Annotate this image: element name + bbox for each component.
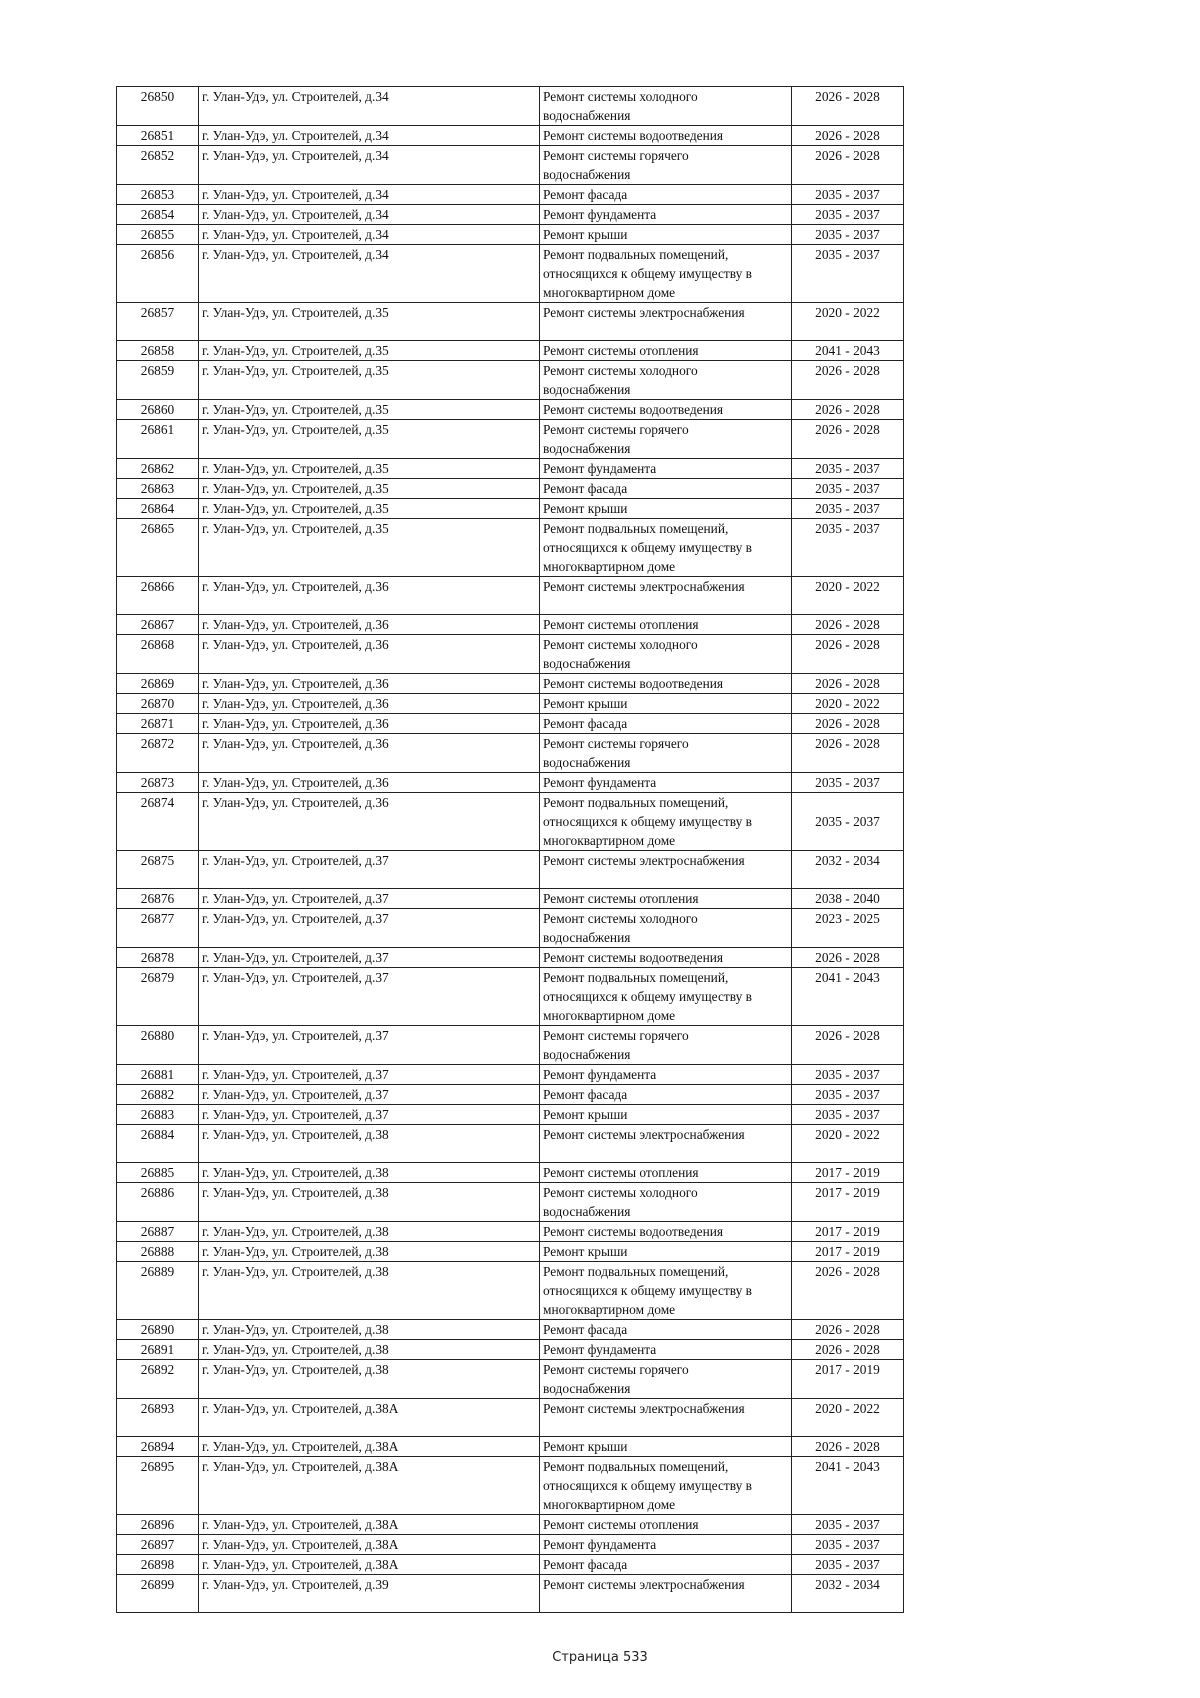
table-row <box>117 1399 904 1437</box>
row-address: г. Улан-Удэ, ул. Строителей, д.38А <box>199 1437 540 1457</box>
table-row <box>117 1065 904 1085</box>
row-work-type: Ремонт системы горячего водоснабжения <box>540 1026 792 1065</box>
row-address: г. Улан-Удэ, ул. Строителей, д.35 <box>199 361 540 400</box>
row-work-type: Ремонт фасада <box>540 1320 792 1340</box>
row-period: 2017 - 2019 <box>792 1222 904 1242</box>
table-row <box>117 909 904 948</box>
row-work-type: Ремонт подвальных помещений, относящихся к общему имуществу в многоквартирном доме <box>540 968 792 1026</box>
row-period: 2020 - 2022 <box>792 303 904 341</box>
row-period: 2035 - 2037 <box>792 1535 904 1555</box>
row-number: 26875 <box>117 851 199 889</box>
row-address: г. Улан-Удэ, ул. Строителей, д.37 <box>199 1026 540 1065</box>
row-work-type: Ремонт фундамента <box>540 1065 792 1085</box>
row-address: г. Улан-Удэ, ул. Строителей, д.35 <box>199 499 540 519</box>
table-row <box>117 1437 904 1457</box>
row-work-type: Ремонт системы горячего водоснабжения <box>540 1360 792 1399</box>
row-address: г. Улан-Удэ, ул. Строителей, д.39 <box>199 1575 540 1613</box>
row-work-type: Ремонт фундамента <box>540 459 792 479</box>
row-address: г. Улан-Удэ, ул. Строителей, д.38А <box>199 1457 540 1515</box>
table-row <box>117 205 904 225</box>
table-row <box>117 519 904 577</box>
row-work-type: Ремонт системы водоотведения <box>540 948 792 968</box>
row-period: 2035 - 2037 <box>792 499 904 519</box>
table-row <box>117 185 904 205</box>
row-address: г. Улан-Удэ, ул. Строителей, д.37 <box>199 1065 540 1085</box>
table-row <box>117 948 904 968</box>
row-number: 26897 <box>117 1535 199 1555</box>
table-row <box>117 1535 904 1555</box>
row-period: 2023 - 2025 <box>792 909 904 948</box>
row-number: 26891 <box>117 1340 199 1360</box>
row-work-type: Ремонт системы электроснабжения <box>540 1399 792 1437</box>
row-number: 26888 <box>117 1242 199 1262</box>
row-number: 26890 <box>117 1320 199 1340</box>
table-row <box>117 1125 904 1163</box>
row-work-type: Ремонт фасада <box>540 1085 792 1105</box>
row-number: 26898 <box>117 1555 199 1575</box>
table-row <box>117 1163 904 1183</box>
table-row <box>117 1360 904 1399</box>
row-period: 2026 - 2028 <box>792 1320 904 1340</box>
row-work-type: Ремонт системы холодного водоснабжения <box>540 361 792 400</box>
row-number: 26853 <box>117 185 199 205</box>
row-work-type: Ремонт системы электроснабжения <box>540 851 792 889</box>
row-address: г. Улан-Удэ, ул. Строителей, д.38 <box>199 1125 540 1163</box>
row-address: г. Улан-Удэ, ул. Строителей, д.34 <box>199 146 540 185</box>
table-row <box>117 1457 904 1515</box>
row-number: 26886 <box>117 1183 199 1222</box>
row-number: 26884 <box>117 1125 199 1163</box>
row-period: 2035 - 2037 <box>792 793 904 851</box>
row-number: 26859 <box>117 361 199 400</box>
row-period: 2017 - 2019 <box>792 1183 904 1222</box>
row-period: 2035 - 2037 <box>792 185 904 205</box>
row-period: 2020 - 2022 <box>792 1399 904 1437</box>
row-address: г. Улан-Удэ, ул. Строителей, д.35 <box>199 519 540 577</box>
table-row <box>117 479 904 499</box>
row-address: г. Улан-Удэ, ул. Строителей, д.38А <box>199 1535 540 1555</box>
row-number: 26883 <box>117 1105 199 1125</box>
row-address: г. Улан-Удэ, ул. Строителей, д.35 <box>199 420 540 459</box>
row-address: г. Улан-Удэ, ул. Строителей, д.37 <box>199 1085 540 1105</box>
table-row <box>117 577 904 615</box>
row-number: 26885 <box>117 1163 199 1183</box>
row-work-type: Ремонт системы электроснабжения <box>540 1125 792 1163</box>
table-row <box>117 1242 904 1262</box>
row-period: 2035 - 2037 <box>792 479 904 499</box>
row-address: г. Улан-Удэ, ул. Строителей, д.37 <box>199 909 540 948</box>
table-row <box>117 420 904 459</box>
row-period: 2026 - 2028 <box>792 948 904 968</box>
row-address: г. Улан-Удэ, ул. Строителей, д.38А <box>199 1515 540 1535</box>
row-work-type: Ремонт системы водоотведения <box>540 126 792 146</box>
row-period: 2026 - 2028 <box>792 674 904 694</box>
row-period: 2038 - 2040 <box>792 889 904 909</box>
row-work-type: Ремонт крыши <box>540 1242 792 1262</box>
table-row <box>117 1320 904 1340</box>
row-work-type: Ремонт системы отопления <box>540 341 792 361</box>
row-work-type: Ремонт фасада <box>540 185 792 205</box>
row-period: 2017 - 2019 <box>792 1360 904 1399</box>
table-row <box>117 1515 904 1535</box>
row-period: 2026 - 2028 <box>792 615 904 635</box>
row-work-type: Ремонт системы электроснабжения <box>540 577 792 615</box>
row-work-type: Ремонт системы отопления <box>540 889 792 909</box>
row-address: г. Улан-Удэ, ул. Строителей, д.35 <box>199 459 540 479</box>
row-number: 26896 <box>117 1515 199 1535</box>
row-address: г. Улан-Удэ, ул. Строителей, д.38А <box>199 1555 540 1575</box>
repair-schedule-table <box>116 86 904 1613</box>
row-address: г. Улан-Удэ, ул. Строителей, д.37 <box>199 889 540 909</box>
table-row <box>117 734 904 773</box>
row-address: г. Улан-Удэ, ул. Строителей, д.37 <box>199 968 540 1026</box>
table-row <box>117 361 904 400</box>
row-work-type: Ремонт системы холодного водоснабжения <box>540 635 792 674</box>
table-row <box>117 1026 904 1065</box>
row-address: г. Улан-Удэ, ул. Строителей, д.35 <box>199 400 540 420</box>
row-work-type: Ремонт фасада <box>540 714 792 734</box>
table-row <box>117 126 904 146</box>
row-number: 26889 <box>117 1262 199 1320</box>
row-address: г. Улан-Удэ, ул. Строителей, д.38 <box>199 1262 540 1320</box>
row-period: 2026 - 2028 <box>792 1340 904 1360</box>
row-number: 26877 <box>117 909 199 948</box>
row-period: 2026 - 2028 <box>792 400 904 420</box>
row-address: г. Улан-Удэ, ул. Строителей, д.38 <box>199 1222 540 1242</box>
table-row <box>117 793 904 851</box>
row-address: г. Улан-Удэ, ул. Строителей, д.37 <box>199 851 540 889</box>
row-work-type: Ремонт подвальных помещений, относящихся к общему имуществу в многоквартирном доме <box>540 793 792 851</box>
table-row <box>117 1555 904 1575</box>
row-period: 2026 - 2028 <box>792 1437 904 1457</box>
row-number: 26864 <box>117 499 199 519</box>
row-number: 26856 <box>117 245 199 303</box>
table-row <box>117 674 904 694</box>
row-address: г. Улан-Удэ, ул. Строителей, д.38 <box>199 1183 540 1222</box>
row-number: 26899 <box>117 1575 199 1613</box>
row-period: 2020 - 2022 <box>792 694 904 714</box>
row-number: 26860 <box>117 400 199 420</box>
row-number: 26894 <box>117 1437 199 1457</box>
row-period: 2026 - 2028 <box>792 734 904 773</box>
row-work-type: Ремонт системы отопления <box>540 615 792 635</box>
row-work-type: Ремонт системы горячего водоснабжения <box>540 146 792 185</box>
row-period: 2026 - 2028 <box>792 87 904 126</box>
row-address: г. Улан-Удэ, ул. Строителей, д.38 <box>199 1320 540 1340</box>
row-number: 26878 <box>117 948 199 968</box>
row-address: г. Улан-Удэ, ул. Строителей, д.36 <box>199 674 540 694</box>
row-number: 26865 <box>117 519 199 577</box>
row-number: 26863 <box>117 479 199 499</box>
row-period: 2035 - 2037 <box>792 459 904 479</box>
row-number: 26895 <box>117 1457 199 1515</box>
row-number: 26852 <box>117 146 199 185</box>
row-address: г. Улан-Удэ, ул. Строителей, д.34 <box>199 126 540 146</box>
row-address: г. Улан-Удэ, ул. Строителей, д.35 <box>199 303 540 341</box>
row-address: г. Улан-Удэ, ул. Строителей, д.38 <box>199 1242 540 1262</box>
table-row <box>117 303 904 341</box>
row-period: 2035 - 2037 <box>792 1555 904 1575</box>
row-work-type: Ремонт системы отопления <box>540 1163 792 1183</box>
row-work-type: Ремонт фундамента <box>540 1535 792 1555</box>
row-work-type: Ремонт системы горячего водоснабжения <box>540 420 792 459</box>
row-work-type: Ремонт системы холодного водоснабжения <box>540 909 792 948</box>
table-row <box>117 615 904 635</box>
row-number: 26858 <box>117 341 199 361</box>
row-address: г. Улан-Удэ, ул. Строителей, д.36 <box>199 793 540 851</box>
row-work-type: Ремонт крыши <box>540 694 792 714</box>
row-address: г. Улан-Удэ, ул. Строителей, д.38 <box>199 1163 540 1183</box>
row-address: г. Улан-Удэ, ул. Строителей, д.34 <box>199 225 540 245</box>
row-period: 2017 - 2019 <box>792 1242 904 1262</box>
row-number: 26893 <box>117 1399 199 1437</box>
table-row <box>117 146 904 185</box>
row-work-type: Ремонт системы водоотведения <box>540 674 792 694</box>
row-number: 26851 <box>117 126 199 146</box>
row-number: 26850 <box>117 87 199 126</box>
row-number: 26881 <box>117 1065 199 1085</box>
row-number: 26882 <box>117 1085 199 1105</box>
row-work-type: Ремонт фасада <box>540 1555 792 1575</box>
row-address: г. Улан-Удэ, ул. Строителей, д.34 <box>199 205 540 225</box>
row-work-type: Ремонт системы электроснабжения <box>540 1575 792 1613</box>
row-work-type: Ремонт системы отопления <box>540 1515 792 1535</box>
row-period: 2020 - 2022 <box>792 1125 904 1163</box>
row-period: 2041 - 2043 <box>792 968 904 1026</box>
row-address: г. Улан-Удэ, ул. Строителей, д.34 <box>199 185 540 205</box>
table-row <box>117 87 904 126</box>
row-period: 2035 - 2037 <box>792 1085 904 1105</box>
row-period: 2035 - 2037 <box>792 245 904 303</box>
table-row <box>117 400 904 420</box>
table-body <box>117 87 904 1613</box>
row-period: 2017 - 2019 <box>792 1163 904 1183</box>
row-work-type: Ремонт подвальных помещений, относящихся к общему имуществу в многоквартирном доме <box>540 519 792 577</box>
row-period: 2041 - 2043 <box>792 341 904 361</box>
row-address: г. Улан-Удэ, ул. Строителей, д.36 <box>199 615 540 635</box>
row-address: г. Улан-Удэ, ул. Строителей, д.37 <box>199 1105 540 1125</box>
row-number: 26880 <box>117 1026 199 1065</box>
row-address: г. Улан-Удэ, ул. Строителей, д.36 <box>199 734 540 773</box>
table-row <box>117 1105 904 1125</box>
row-period: 2026 - 2028 <box>792 146 904 185</box>
row-work-type: Ремонт системы горячего водоснабжения <box>540 734 792 773</box>
row-period: 2035 - 2037 <box>792 205 904 225</box>
table-row <box>117 773 904 793</box>
row-period: 2026 - 2028 <box>792 361 904 400</box>
table-row <box>117 1575 904 1613</box>
row-work-type: Ремонт крыши <box>540 1105 792 1125</box>
row-work-type: Ремонт системы холодного водоснабжения <box>540 87 792 126</box>
row-work-type: Ремонт системы холодного водоснабжения <box>540 1183 792 1222</box>
row-number: 26855 <box>117 225 199 245</box>
row-work-type: Ремонт крыши <box>540 225 792 245</box>
row-work-type: Ремонт подвальных помещений, относящихся к общему имуществу в многоквартирном доме <box>540 1262 792 1320</box>
row-number: 26857 <box>117 303 199 341</box>
table-row <box>117 889 904 909</box>
row-address: г. Улан-Удэ, ул. Строителей, д.35 <box>199 479 540 499</box>
row-number: 26876 <box>117 889 199 909</box>
page-number: Страница 533 <box>552 1650 648 1665</box>
table-row <box>117 499 904 519</box>
row-period: 2032 - 2034 <box>792 851 904 889</box>
row-period: 2026 - 2028 <box>792 420 904 459</box>
row-number: 26868 <box>117 635 199 674</box>
table-row <box>117 459 904 479</box>
row-period: 2041 - 2043 <box>792 1457 904 1515</box>
row-work-type: Ремонт фундамента <box>540 205 792 225</box>
row-work-type: Ремонт фундамента <box>540 773 792 793</box>
row-work-type: Ремонт подвальных помещений, относящихся к общему имуществу в многоквартирном доме <box>540 245 792 303</box>
row-address: г. Улан-Удэ, ул. Строителей, д.36 <box>199 714 540 734</box>
table-row <box>117 635 904 674</box>
table-row <box>117 694 904 714</box>
row-number: 26854 <box>117 205 199 225</box>
row-number: 26867 <box>117 615 199 635</box>
row-period: 2035 - 2037 <box>792 1105 904 1125</box>
row-number: 26873 <box>117 773 199 793</box>
row-period: 2026 - 2028 <box>792 1026 904 1065</box>
row-work-type: Ремонт крыши <box>540 499 792 519</box>
row-number: 26879 <box>117 968 199 1026</box>
row-period: 2035 - 2037 <box>792 773 904 793</box>
table-row <box>117 1183 904 1222</box>
row-number: 26874 <box>117 793 199 851</box>
table-row <box>117 1085 904 1105</box>
row-period: 2026 - 2028 <box>792 714 904 734</box>
row-address: г. Улан-Удэ, ул. Строителей, д.36 <box>199 577 540 615</box>
row-number: 26869 <box>117 674 199 694</box>
row-work-type: Ремонт системы водоотведения <box>540 400 792 420</box>
row-period: 2020 - 2022 <box>792 577 904 615</box>
row-address: г. Улан-Удэ, ул. Строителей, д.36 <box>199 635 540 674</box>
row-period: 2026 - 2028 <box>792 1262 904 1320</box>
row-number: 26887 <box>117 1222 199 1242</box>
row-address: г. Улан-Удэ, ул. Строителей, д.38 <box>199 1340 540 1360</box>
row-work-type: Ремонт фасада <box>540 479 792 499</box>
table-row <box>117 225 904 245</box>
row-work-type: Ремонт системы водоотведения <box>540 1222 792 1242</box>
table-row <box>117 851 904 889</box>
row-number: 26862 <box>117 459 199 479</box>
row-number: 26872 <box>117 734 199 773</box>
row-number: 26870 <box>117 694 199 714</box>
row-address: г. Улан-Удэ, ул. Строителей, д.38А <box>199 1399 540 1437</box>
table-row <box>117 968 904 1026</box>
row-period: 2026 - 2028 <box>792 635 904 674</box>
table-row <box>117 1340 904 1360</box>
table-row <box>117 1222 904 1242</box>
row-work-type: Ремонт фундамента <box>540 1340 792 1360</box>
row-address: г. Улан-Удэ, ул. Строителей, д.37 <box>199 948 540 968</box>
row-address: г. Улан-Удэ, ул. Строителей, д.36 <box>199 773 540 793</box>
row-address: г. Улан-Удэ, ул. Строителей, д.35 <box>199 341 540 361</box>
row-period: 2035 - 2037 <box>792 519 904 577</box>
row-period: 2035 - 2037 <box>792 1515 904 1535</box>
row-period: 2035 - 2037 <box>792 225 904 245</box>
row-number: 26871 <box>117 714 199 734</box>
row-address: г. Улан-Удэ, ул. Строителей, д.34 <box>199 245 540 303</box>
row-number: 26861 <box>117 420 199 459</box>
row-period: 2035 - 2037 <box>792 1065 904 1085</box>
table-row <box>117 714 904 734</box>
table-row <box>117 1262 904 1320</box>
table-row <box>117 245 904 303</box>
row-number: 26892 <box>117 1360 199 1399</box>
row-period: 2026 - 2028 <box>792 126 904 146</box>
row-work-type: Ремонт системы электроснабжения <box>540 303 792 341</box>
row-address: г. Улан-Удэ, ул. Строителей, д.36 <box>199 694 540 714</box>
row-address: г. Улан-Удэ, ул. Строителей, д.38 <box>199 1360 540 1399</box>
row-address: г. Улан-Удэ, ул. Строителей, д.34 <box>199 87 540 126</box>
table-row <box>117 341 904 361</box>
row-work-type: Ремонт крыши <box>540 1437 792 1457</box>
row-period: 2032 - 2034 <box>792 1575 904 1613</box>
row-number: 26866 <box>117 577 199 615</box>
row-work-type: Ремонт подвальных помещений, относящихся к общему имуществу в многоквартирном доме <box>540 1457 792 1515</box>
